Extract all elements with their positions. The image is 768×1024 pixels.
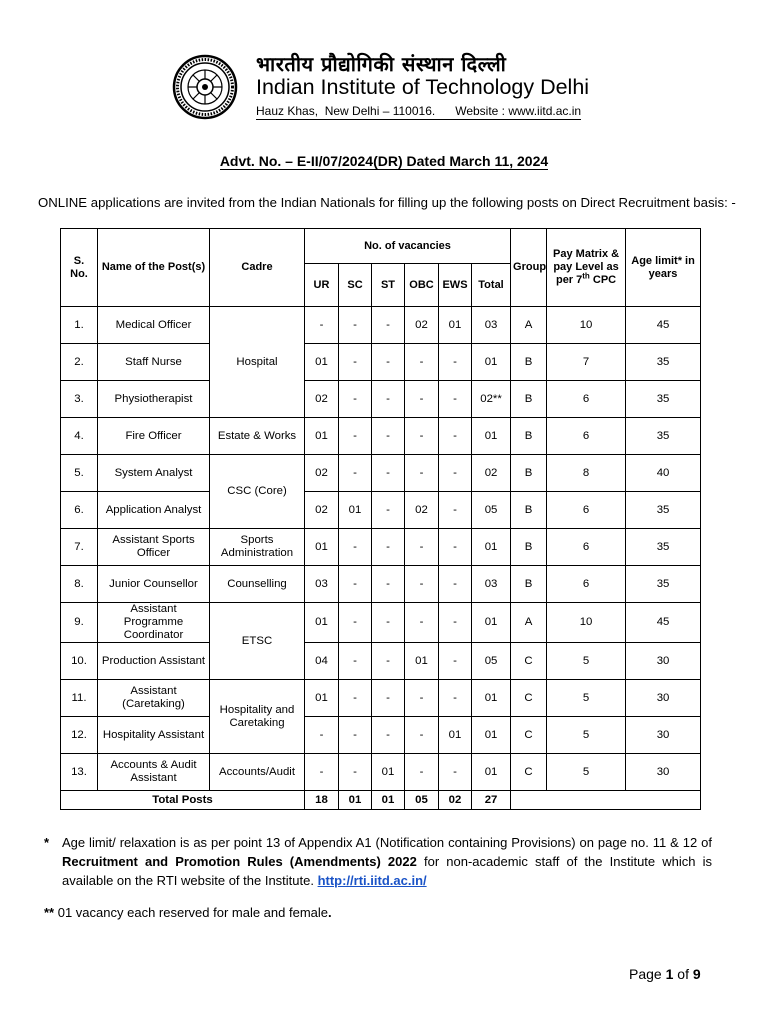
total-sc: 01 (339, 791, 372, 810)
cell-obc: 02 (405, 492, 439, 529)
cell-post: Staff Nurse (98, 344, 210, 381)
header-ews: EWS (439, 264, 472, 307)
header-sno: S. No. (61, 229, 98, 307)
cell-pay: 5 (547, 754, 626, 791)
header-group: Group (511, 229, 547, 307)
rti-link[interactable]: http://rti.iitd.ac.in/ (317, 873, 427, 888)
cell-obc: - (405, 680, 439, 717)
header-sc: SC (339, 264, 372, 307)
cell-sc: - (339, 344, 372, 381)
cell-st: - (372, 307, 405, 344)
cell-cadre: Counselling (210, 566, 305, 603)
cell-st: - (372, 344, 405, 381)
header-total: Total (472, 264, 511, 307)
cell-age: 35 (626, 492, 701, 529)
cell-ews: - (439, 529, 472, 566)
cell-st: - (372, 529, 405, 566)
table-row (61, 717, 701, 754)
cell-ews: - (439, 418, 472, 455)
cell-post: Fire Officer (98, 418, 210, 455)
cell-age: 35 (626, 566, 701, 603)
cell-sno: 7. (61, 529, 98, 566)
cell-obc: - (405, 566, 439, 603)
cell-sno: 3. (61, 381, 98, 418)
cell-pay: 7 (547, 344, 626, 381)
letterhead (172, 50, 612, 122)
cell-age: 35 (626, 418, 701, 455)
cell-group: A (511, 307, 547, 344)
cell-ur: 02 (305, 455, 339, 492)
cell-pay: 5 (547, 717, 626, 754)
cell-ews: - (439, 566, 472, 603)
table-row (61, 566, 701, 603)
header-vacancies: No. of vacancies (305, 229, 511, 264)
cell-age: 30 (626, 680, 701, 717)
cell-st: - (372, 680, 405, 717)
cell-ews: - (439, 643, 472, 680)
cell-pay: 5 (547, 680, 626, 717)
cell-group: C (511, 680, 547, 717)
cell-total: 01 (472, 529, 511, 566)
cell-ur: 02 (305, 492, 339, 529)
cell-sc: - (339, 680, 372, 717)
cell-ur: 04 (305, 643, 339, 680)
cell-age: 45 (626, 307, 701, 344)
cell-st: - (372, 418, 405, 455)
total-ur: 18 (305, 791, 339, 810)
cell-group: B (511, 381, 547, 418)
cell-post: Production Assistant (98, 643, 210, 680)
cell-cadre: Accounts/Audit (210, 754, 305, 791)
totals-label: Total Posts (61, 791, 305, 810)
cell-sc: - (339, 381, 372, 418)
table-header-row (61, 229, 701, 264)
cell-total: 02 (472, 455, 511, 492)
cell-st: - (372, 492, 405, 529)
institute-name: Indian Institute of Technology Delhi (256, 75, 590, 99)
page-number: Page 1 of 9 (629, 966, 701, 982)
cell-total: 01 (472, 754, 511, 791)
cell-st: 01 (372, 754, 405, 791)
cell-sc: - (339, 754, 372, 791)
table-row (61, 455, 701, 492)
cell-post: Assistant Sports Officer (98, 529, 210, 566)
cell-ews: - (439, 455, 472, 492)
cell-sc: - (339, 603, 372, 643)
table-row (61, 529, 701, 566)
table-row (61, 680, 701, 717)
totals-empty (511, 791, 701, 810)
cell-total: 01 (472, 344, 511, 381)
cell-age: 30 (626, 754, 701, 791)
cell-group: C (511, 754, 547, 791)
cell-ur: - (305, 307, 339, 344)
cell-ur: 03 (305, 566, 339, 603)
cell-post: Application Analyst (98, 492, 210, 529)
cell-ur: - (305, 717, 339, 754)
cell-st: - (372, 381, 405, 418)
cell-obc: - (405, 344, 439, 381)
cell-age: 45 (626, 603, 701, 643)
cell-post: Assistant Programme Coordinator (98, 603, 210, 643)
total-st: 01 (372, 791, 405, 810)
totals-row (61, 791, 701, 810)
cell-total: 02** (472, 381, 511, 418)
cell-pay: 6 (547, 529, 626, 566)
total-obc: 05 (405, 791, 439, 810)
cell-obc: 01 (405, 643, 439, 680)
table-row (61, 754, 701, 791)
cell-pay: 6 (547, 566, 626, 603)
cell-total: 03 (472, 307, 511, 344)
cell-sc: - (339, 455, 372, 492)
note-rules-title: Recruitment and Promotion Rules (Amendments) 2022 (62, 854, 417, 869)
cell-cadre: Sports Administration (210, 529, 305, 566)
cell-post: Medical Officer (98, 307, 210, 344)
cell-obc: - (405, 717, 439, 754)
table-row (61, 418, 701, 455)
cell-sno: 11. (61, 680, 98, 717)
cell-ur: 01 (305, 344, 339, 381)
footnote-marker: * (44, 835, 50, 850)
footnote-reservation (44, 905, 332, 920)
cell-age: 35 (626, 381, 701, 418)
footnote-age-limit (44, 833, 712, 890)
cell-post: Physiotherapist (98, 381, 210, 418)
cell-sno: 12. (61, 717, 98, 754)
note-text-continued: for non-academic staff of the Institute which is available on the RTI website of the Institute. (62, 854, 712, 888)
cell-st: - (372, 643, 405, 680)
cell-ur: 01 (305, 418, 339, 455)
table-row (61, 492, 701, 529)
cell-sno: 9. (61, 603, 98, 643)
cell-sno: 5. (61, 455, 98, 492)
cell-ews: - (439, 680, 472, 717)
cell-st: - (372, 455, 405, 492)
institute-name-hindi: भारतीय प्रौद्योगिकी संस्थान दिल्ली (256, 52, 507, 76)
cell-pay: 10 (547, 603, 626, 643)
table-row (61, 603, 701, 643)
cell-total: 01 (472, 717, 511, 754)
cell-ur: - (305, 754, 339, 791)
header-ur: UR (305, 264, 339, 307)
cell-post: Hospitality Assistant (98, 717, 210, 754)
cell-ur: 01 (305, 529, 339, 566)
cell-ur: 01 (305, 603, 339, 643)
cell-cadre: Hospitality and Caretaking (210, 680, 305, 754)
header-obc: OBC (405, 264, 439, 307)
cell-ews: - (439, 344, 472, 381)
cell-sno: 8. (61, 566, 98, 603)
footnote-marker-double: ** (44, 905, 55, 920)
note-text: Age limit/ relaxation is as per point 13 of Appendix A1 (Notification containing Provisions) on page no. 11 & 12 of (62, 835, 712, 850)
cell-group: B (511, 344, 547, 381)
cell-total: 01 (472, 680, 511, 717)
cell-pay: 5 (547, 643, 626, 680)
cell-obc: - (405, 529, 439, 566)
cell-ews: - (439, 603, 472, 643)
cell-sno: 4. (61, 418, 98, 455)
cell-st: - (372, 566, 405, 603)
total-total: 27 (472, 791, 511, 810)
cell-obc: - (405, 754, 439, 791)
cell-st: - (372, 603, 405, 643)
cell-sc: - (339, 566, 372, 603)
cell-age: 35 (626, 529, 701, 566)
intro-text: ONLINE applications are invited from the Indian Nationals for filling up the following posts on Direct Recruitment basis: - (38, 195, 736, 210)
cell-total: 05 (472, 492, 511, 529)
cell-total: 01 (472, 603, 511, 643)
cell-sno: 6. (61, 492, 98, 529)
header-age: Age limit* in years (626, 229, 701, 307)
cell-total: 01 (472, 418, 511, 455)
cell-post: Accounts & Audit Assistant (98, 754, 210, 791)
note2-period: . (328, 905, 332, 920)
cell-obc: - (405, 455, 439, 492)
cell-sno: 13. (61, 754, 98, 791)
cell-ur: 01 (305, 680, 339, 717)
cell-group: C (511, 717, 547, 754)
cell-group: B (511, 492, 547, 529)
cell-age: 30 (626, 643, 701, 680)
cell-pay: 6 (547, 381, 626, 418)
vacancy-table (60, 228, 701, 810)
cell-sc: - (339, 529, 372, 566)
cell-total: 05 (472, 643, 511, 680)
advertisement-title: Advt. No. – E-II/07/2024(DR) Dated March 11, 2024 (219, 153, 549, 169)
cell-pay: 6 (547, 418, 626, 455)
cell-sno: 10. (61, 643, 98, 680)
cell-group: B (511, 418, 547, 455)
cell-group: C (511, 643, 547, 680)
cell-sno: 1. (61, 307, 98, 344)
cell-obc: - (405, 381, 439, 418)
cell-age: 35 (626, 344, 701, 381)
cell-obc: - (405, 603, 439, 643)
cell-pay: 8 (547, 455, 626, 492)
cell-age: 30 (626, 717, 701, 754)
cell-ews: - (439, 492, 472, 529)
cell-sno: 2. (61, 344, 98, 381)
cell-post: Junior Counsellor (98, 566, 210, 603)
cell-pay: 6 (547, 492, 626, 529)
cell-age: 40 (626, 455, 701, 492)
header-post: Name of the Post(s) (98, 229, 210, 307)
cell-sc: - (339, 307, 372, 344)
iit-delhi-logo (172, 54, 238, 120)
cell-obc: - (405, 418, 439, 455)
header-cadre: Cadre (210, 229, 305, 307)
cell-ews: 01 (439, 717, 472, 754)
cell-group: B (511, 529, 547, 566)
cell-cadre: Estate & Works (210, 418, 305, 455)
cell-ews: - (439, 381, 472, 418)
address-line: Hauz Khas, New Delhi – 110016. Website : www.iitd.ac.in (256, 104, 582, 118)
header-pay: Pay Matrix & pay Level as per 7th CPC (547, 229, 626, 307)
cell-total: 03 (472, 566, 511, 603)
cell-obc: 02 (405, 307, 439, 344)
cell-post: System Analyst (98, 455, 210, 492)
cell-cadre: CSC (Core) (210, 455, 305, 529)
table-row (61, 344, 701, 381)
cell-sc: - (339, 717, 372, 754)
cell-sc: - (339, 643, 372, 680)
cell-ews: - (439, 754, 472, 791)
cell-ur: 02 (305, 381, 339, 418)
total-ews: 02 (439, 791, 472, 810)
cell-pay: 10 (547, 307, 626, 344)
cell-group: B (511, 566, 547, 603)
cell-ews: 01 (439, 307, 472, 344)
table-row (61, 307, 701, 344)
cell-group: B (511, 455, 547, 492)
table-row (61, 643, 701, 680)
cell-sc: 01 (339, 492, 372, 529)
cell-cadre: ETSC (210, 603, 305, 680)
cell-group: A (511, 603, 547, 643)
cell-cadre: Hospital (210, 307, 305, 418)
note2-text: 01 vacancy each reserved for male and female (54, 905, 328, 920)
cell-sc: - (339, 418, 372, 455)
header-st: ST (372, 264, 405, 307)
cell-post: Assistant (Caretaking) (98, 680, 210, 717)
table-row (61, 381, 701, 418)
cell-st: - (372, 717, 405, 754)
